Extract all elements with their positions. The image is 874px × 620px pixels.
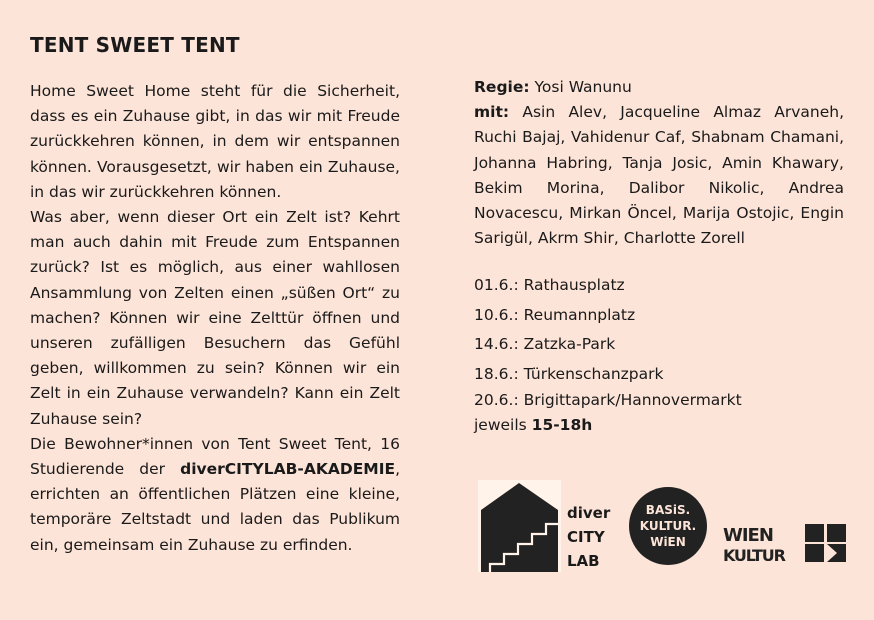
schedule — [474, 271, 844, 440]
wien-line-2: KULTUR — [723, 546, 785, 564]
cast-names: Asin Alev, Jacqueline Almaz Arvaneh, Ruchi Bajaj, Vahidenur Caf, Shabnam Chamani, Johanna Habring, Tanja Josic, Amin Khawary, Bekim Morina, Dalibor Nikolic, Andrea Novacescu, Mirkan Öncel, Marija Ostojic, Engin Sarigül, Akrm Shir, Charlotte Zorell — [474, 103, 844, 248]
time-hours: 15-18h — [531, 416, 593, 435]
director-name: Yosi Wanunu — [529, 78, 632, 96]
intro-paragraph-1: Home Sweet Home steht für die Sicherheit, dass es ein Zuhause gibt, in das wir mit Freude zurückkehren können, in dem wir entspannen können. Vorausgesetzt, wir haben ein Zuhause, in das wir zurückkehren können. — [30, 82, 400, 201]
schedule-date: 18.6.: Türkenschanzpark — [474, 364, 664, 383]
wien-kultur-emblem-icon — [805, 524, 846, 562]
house-stairs-icon — [478, 480, 561, 572]
time-prefix: jeweils — [474, 416, 532, 435]
wien-kultur-logo — [721, 522, 849, 564]
academy-name: diverCITYLAB-AKADEMIE — [180, 460, 396, 479]
schedule-date: 01.6.: Rathausplatz — [474, 276, 625, 295]
intro-p3-end: , errichten an öffentlichen Plätzen eine kleine, temporäre Zeltstadt und laden das Publikum ein, gemeinsam ein Zuhause zu erfinden. — [30, 460, 400, 554]
basis-line-3: WiEN — [650, 535, 686, 549]
schedule-date: 14.6.: Zatzka-Park — [474, 335, 616, 354]
director-label: Regie: — [474, 78, 530, 96]
basis-line-2: KULTUR. — [639, 519, 697, 533]
wien-line-1: WIEN — [723, 525, 773, 546]
sponsor-logos — [478, 478, 858, 578]
divercitylab-logo — [478, 480, 618, 572]
cast-line — [474, 100, 844, 251]
schedule-date: 10.6.: Reumannplatz — [474, 305, 636, 324]
credits — [474, 75, 844, 251]
intro-paragraph-2: Was aber, wenn dieser Ort ein Zelt ist? Kehrt man auch dahin mit Freude zum Entspannen zurück? Ist es möglich, aus einer wahllosen Ansammlung von Zelten einen „süßen Ort“ zu machen? Können wir eine Zelttür öffnen und unseren zufälligen Besuchern das Gefühl geben, willkommen zu sein? Können wir ein Zelt in ein Zuhause verwandeln? Kann ein Zelt Zuhause sein? — [30, 208, 400, 428]
intro-p3-start: Die Bewohner*innen von Tent Sweet Tent, 16 Studierende der — [30, 434, 400, 479]
director-line — [474, 75, 844, 100]
basis-kultur-wien-logo — [628, 486, 708, 566]
schedule-time — [474, 411, 844, 440]
intro-text — [30, 79, 400, 558]
cast-label: mit: — [474, 103, 510, 122]
divercitylab-wordmark: diver CITY LAB — [567, 504, 611, 570]
intro-paragraph-3 — [30, 432, 400, 558]
info-column — [474, 75, 844, 440]
basis-line-1: BASiS. — [645, 503, 691, 517]
schedule-date: 20.6.: Brigittapark/Hannovermarkt — [474, 391, 742, 410]
page-title: TENT SWEET TENT — [30, 33, 240, 57]
